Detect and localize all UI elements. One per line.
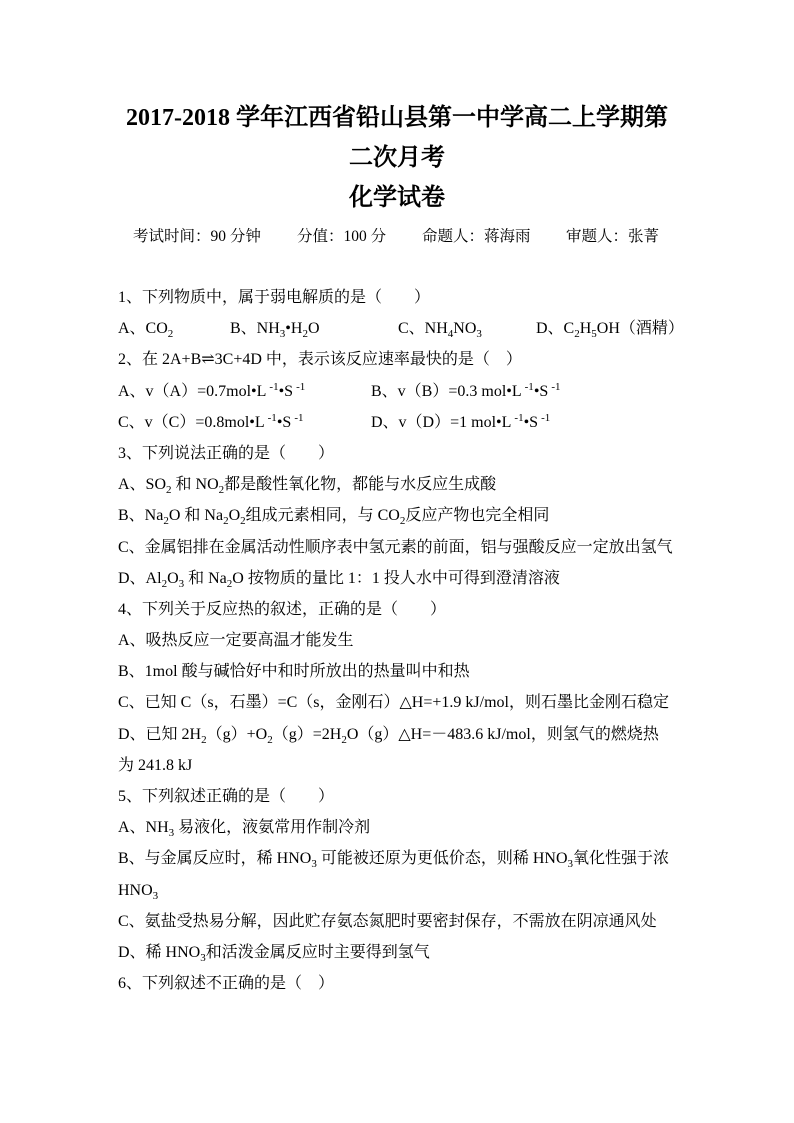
text-run: （g）=2H [272, 725, 342, 743]
subscript: 2 [574, 328, 580, 341]
text-run: D、v（D）=1 mol•L [371, 413, 512, 431]
option-d [536, 313, 684, 344]
text-run: O [228, 507, 241, 525]
text-run: •S [533, 382, 549, 400]
text-run: D、稀 HNO [118, 943, 201, 961]
text-run: 可能被还原为更低价态，则稀 HNO [316, 850, 568, 868]
text-run: 2、在 2A+B⇌3C+4D 中，表示该反应速率最快的是（ ） [118, 351, 522, 369]
option-line [118, 469, 678, 500]
text-run: •S [278, 382, 294, 400]
option-d [118, 719, 678, 781]
option-line [118, 563, 678, 594]
option-a [118, 625, 678, 656]
text-run: O（g）△H=－483.6 kJ/mol，则氢气的燃烧热 [346, 725, 659, 743]
subscript: 3 [311, 858, 317, 871]
option-d [118, 563, 678, 594]
option-line [118, 843, 678, 874]
subscript: 2 [167, 328, 174, 341]
text-run: C、v（C）=0.8mol•L [118, 413, 265, 431]
option-line [230, 313, 320, 344]
text-run: C、已知 C（s，石墨）=C（s，金刚石）△H=+1.9 kJ/mol，则石墨比金刚石稳定 [118, 694, 669, 712]
text-run: NO [453, 320, 477, 338]
option-c [118, 906, 678, 937]
text-run: 4、下列关于反应热的叙述，正确的是（ ） [118, 600, 447, 618]
option-line [118, 937, 678, 968]
text-run: B、与金属反应时，稀 HNO [118, 850, 312, 868]
text-run: O 和 Na [168, 507, 224, 525]
option-line [118, 656, 678, 687]
text-run: B、Na [118, 507, 164, 525]
option-line [118, 750, 678, 781]
option-line [118, 313, 173, 344]
option-line [118, 625, 678, 656]
text-run: B、v（B）=0.3 mol•L [371, 382, 522, 400]
text-run: （g）+O [206, 725, 268, 743]
subscript: 4 [447, 328, 454, 341]
option-line [371, 376, 560, 407]
subscript: 3 [178, 577, 185, 590]
question-3 [118, 438, 678, 594]
option-list [118, 469, 678, 594]
question-stem [118, 438, 678, 469]
superscript: -1 [269, 380, 279, 393]
exam-title-line-2: 二次月考 [349, 145, 445, 171]
question-4 [118, 594, 678, 781]
superscript: -1 [294, 411, 304, 424]
text-run: O [167, 569, 179, 587]
subscript: 2 [226, 577, 233, 590]
text-run: C、NH [398, 320, 448, 338]
option-d [118, 937, 678, 968]
subscript: 2 [166, 484, 172, 497]
option-line [118, 376, 305, 407]
text-run: A、SO [118, 476, 167, 494]
option-c [398, 313, 482, 344]
option-line [118, 532, 678, 563]
text-run: •S [523, 413, 539, 431]
subscript: 3 [152, 889, 159, 902]
question-5 [118, 781, 678, 968]
option-list [118, 625, 678, 781]
text-run: •H [285, 320, 303, 338]
option-list [118, 313, 684, 344]
superscript: -1 [541, 411, 551, 424]
question-stem [118, 594, 678, 625]
subscript: 2 [341, 733, 347, 746]
text-run: 为 241.8 kJ [118, 756, 193, 774]
text-run: 5、下列叙述正确的是（ ） [118, 788, 335, 806]
subscript: 3 [168, 827, 175, 840]
text-run: HNO [118, 881, 153, 899]
question-1 [118, 282, 684, 344]
option-c [118, 407, 303, 438]
superscript: -1 [514, 411, 524, 424]
text-run: 都是酸性氧化物，都能与水反应生成酸 [224, 476, 497, 494]
subscript: 2 [267, 733, 273, 746]
subscript: 2 [302, 328, 308, 341]
option-line [398, 313, 482, 344]
superscript: -1 [296, 380, 306, 393]
option-d [371, 407, 550, 438]
option-line [118, 500, 678, 531]
text-run: 反应产物也完全相同 [405, 507, 550, 525]
superscript: -1 [524, 380, 534, 393]
question-stem [118, 344, 678, 375]
exam-author: 命题人：蒋海雨 [422, 228, 531, 245]
superscript: -1 [551, 380, 561, 393]
exam-time: 考试时间：90 分钟 [133, 228, 261, 245]
text-run: 1、下列物质中，属于弱电解质的是（ ） [118, 289, 431, 306]
superscript: -1 [267, 411, 277, 424]
text-run: 和 Na [184, 569, 227, 587]
exam-title-line-1: 2017-2018 学年江西省铅山县第一中学高二上学期第 [126, 105, 668, 131]
text-run: D、已知 2H [118, 725, 202, 743]
question-6 [118, 968, 678, 999]
text-run: 组成元素相同，与 CO [245, 507, 400, 525]
option-list [118, 812, 678, 968]
option-a [118, 469, 678, 500]
text-run: 易液化，液氨常用作制冷剂 [174, 819, 371, 837]
text-run: D、Al [118, 569, 162, 587]
subscript: 2 [163, 515, 169, 528]
text-run: 氧化性强于浓 [573, 850, 670, 868]
subscript: 2 [218, 484, 225, 497]
subscript: 2 [223, 515, 229, 528]
subscript: 2 [201, 733, 207, 746]
text-run: B、1mol 酸与碱恰好中和时所放出的热量叫中和热 [118, 663, 470, 681]
subject-title: 化学试卷 [349, 185, 445, 211]
option-c [118, 532, 678, 563]
subscript: 2 [161, 577, 168, 590]
subscript: 3 [279, 328, 286, 341]
text-run: C、氨盐受热易分解，因此贮存氨态氮肥时要密封保存，不需放在阴凉通风处 [118, 912, 657, 930]
text-run: C、金属铝排在金属活动性顺序表中氢元素的前面，铝与强酸反应一定放出氢气 [118, 538, 673, 556]
subscript: 2 [240, 515, 246, 528]
option-b [118, 843, 678, 905]
text-run: A、NH [118, 819, 169, 837]
option-a [118, 812, 678, 843]
option-line [118, 875, 678, 906]
text-run: 6、下列叙述不正确的是（ ） [118, 975, 335, 993]
subscript: 5 [591, 328, 597, 341]
text-run: O [307, 320, 320, 338]
exam-header [0, 98, 794, 218]
option-line [118, 812, 678, 843]
text-run: 和活泼金属反应时主要得到氢气 [205, 943, 430, 961]
question-stem [118, 781, 678, 812]
subscript: 3 [200, 951, 206, 964]
option-b [230, 313, 320, 344]
text-run: OH（酒精） [596, 320, 684, 338]
option-a [118, 376, 305, 407]
text-run: A、v（A）=0.7mol•L [118, 382, 267, 400]
option-line [536, 313, 684, 344]
text-run: A、吸热反应一定要高温才能发生 [118, 632, 354, 650]
exam-reviewer: 审题人：张菁 [566, 228, 660, 245]
text-run: O 按物质的量比 1：1 投人水中可得到澄清溶液 [232, 569, 560, 587]
text-run: H [579, 320, 592, 338]
option-a [118, 313, 173, 344]
text-run: •S [276, 413, 292, 431]
subscript: 3 [567, 858, 574, 871]
option-line [118, 407, 303, 438]
question-stem [118, 968, 678, 999]
question-2 [118, 344, 678, 438]
option-b [371, 376, 560, 407]
option-line [118, 719, 678, 750]
question-stem [118, 282, 678, 313]
option-line [118, 906, 678, 937]
text-run: D、C [536, 320, 575, 338]
exam-info [0, 222, 794, 252]
option-list [118, 376, 678, 438]
text-run: 和 NO [171, 476, 219, 494]
subscript: 3 [476, 328, 482, 341]
text-run: 3、下列说法正确的是（ ） [118, 444, 335, 462]
option-c [118, 687, 678, 718]
subscript: 2 [399, 515, 406, 528]
option-line [371, 407, 550, 438]
text-run: A、CO [118, 320, 168, 338]
option-line [118, 687, 678, 718]
option-b [118, 656, 678, 687]
option-b [118, 500, 678, 531]
exam-score: 分值：100 分 [297, 228, 387, 245]
text-run: B、NH [230, 320, 280, 338]
question-list [118, 282, 684, 999]
